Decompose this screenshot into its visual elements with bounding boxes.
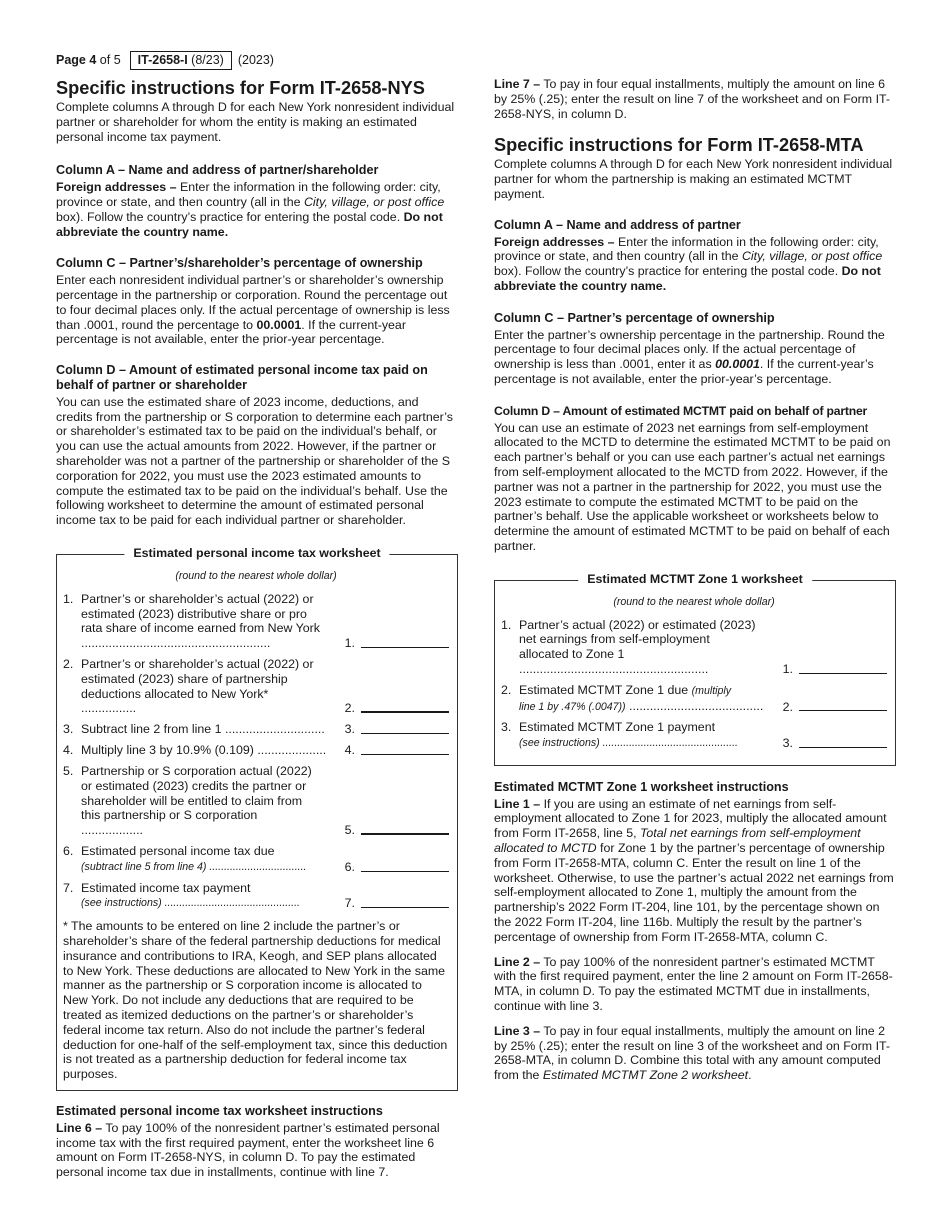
nys-line-5-field[interactable] bbox=[361, 823, 449, 835]
nys-colC-heading: Column C – Partner’s/shareholder’s percentage of ownership bbox=[56, 256, 423, 271]
left-column bbox=[56, 77, 458, 1180]
nys-line-4-field[interactable] bbox=[361, 743, 449, 755]
mta-line-2-field[interactable] bbox=[799, 699, 887, 711]
mta-ws-line-1: 1. Partner’s actual (2022) or estimated (2023) net earnings from self-employment allocated to Zone 1 ....................................................... 1. bbox=[501, 618, 887, 677]
nys-colA-text: Foreign addresses – Enter the information in the following order: city, province or state, and then country (all in the City, village, or post office box). Follow the country’s practice for entering the postal code. Do not abbreviate the country name. bbox=[56, 180, 445, 239]
nys-line-2-field[interactable] bbox=[361, 701, 449, 713]
mta-worksheet bbox=[494, 571, 896, 766]
nys-colC-text: Enter each nonresident individual partner’s or shareholder’s ownership percentage in the partnership or corporation. Round the percentage out to four decimal places only. If the actual percentage of ownership is less than .0001, round the percentage to 00.0001. If the current-year percentage is not available, enter the prior-year percentage. bbox=[56, 273, 450, 347]
mta-colD-heading: Column D – Amount of estimated MCTMT paid on behalf of partner bbox=[494, 403, 868, 418]
mta-worksheet-title: Estimated MCTMT Zone 1 worksheet bbox=[578, 572, 812, 587]
nys-colD-text: You can use the estimated share of 2023 income, deductions, and credits from the partnership or S corporation to determine each partner’s or shareholder’s estimated tax to be paid on the individual’s behalf, or you can use the actual amounts from 2022. However, if the partner or shareholder was not a partner of the partnership or shareholder of the S corporation for 2022, you must use the 2023 estimated amounts to compute the estimated tax to be paid on the individual’s behalf. Use the following worksheet to determine the amount of estimated personal income tax to be paid for each individual partner or shareholder. bbox=[56, 394, 453, 528]
nys-line-1-field[interactable] bbox=[361, 636, 449, 648]
nys-line-6-field[interactable] bbox=[361, 860, 449, 872]
nys-ws-line-2: 2. Partner’s or shareholder’s actual (2022) or estimated (2023) share of partnership deductions allocated to New York* ................ 2. bbox=[63, 657, 449, 716]
mta-intro: Complete columns A through D for each New York nonresident individual partner for whom the partnership is making an estimated MCTMT payment. bbox=[494, 157, 893, 201]
mta-colA-text: Foreign addresses – Enter the information in the following order: city, province or state, and then country (all in the City, village, or post office box). Follow the country’s practice for entering the postal code. Do not abbreviate the country name. bbox=[494, 234, 883, 293]
mta-colD-text: You can use an estimate of 2023 net earnings from self-employment allocated to the MCTD to determine the estimated MCTMT to be paid on each partner’s behalf or you can use each partner’s actual net earnings from self-employment allocated to the MCTD from 2022. However, if the partner was not a partner in the partnership for 2022, you must use the 2023 estimate to compute the estimated MCTMT to be paid on the partner’s behalf. Use the applicable worksheet or worksheets below to determine the amount of estimated MCTMT to be paid on behalf of each partner. bbox=[494, 420, 891, 553]
mta-colC-text: Enter the partner’s ownership percentage in the partnership. Round the percentage to four decimal places only. If the actual percentage of ownership is less than .0001, enter it as 00.0001. If the current-year’s percentage is not available, enter the prior-year’s percentage. bbox=[494, 327, 885, 386]
mta-line3-instruction: Line 3 – To pay in four equal installments, multiply the amount on line 2 by 25% (.25); enter the result on line 3 of the worksheet and on Form IT-2658-MTA, in column D. Combine this total with any amount computed from the Estimated MCTMT Zone 2 worksheet. bbox=[494, 1023, 891, 1083]
nys-ws-line-6: 6. Estimated personal income tax due (subtract line 5 from line 4) ................................. 6. bbox=[63, 844, 449, 875]
nys-line-3-field[interactable] bbox=[361, 722, 449, 734]
mta-worksheet-subtitle: (round to the nearest whole dollar) bbox=[613, 595, 775, 608]
nys-ws-line-3: 3. Subtract line 2 from line 1 ............................. 3. bbox=[63, 722, 449, 737]
mta-line-1-field[interactable] bbox=[799, 662, 887, 674]
nys-ws-line-5: 5. Partnership or S corporation actual (2022) or estimated (2023) credits the partner or shareholder will be entitled to claim from this partnership or S corporation .................. 5. bbox=[63, 764, 449, 838]
nys-worksheet-footnote: * The amounts to be entered on line 2 include the partner’s or shareholder’s share of the federal partnership deductions for medical insurance and contributions to IRA, Keogh, and SEP plans allocated to New York. These deductions are allocated to New York in the same manner as the partnership or S corporation income is allocated to New York. Do not include any deductions that are required to be treated as itemized deductions on the partner’s or shareholder’s federal income tax return. Also do not include the partner’s federal deduction for one-half of the self-employment tax, since this deduction is not treated as a partnership deduction for federal income tax purposes. bbox=[63, 919, 448, 1082]
nys-worksheet-title: Estimated personal income tax worksheet bbox=[124, 546, 389, 561]
nys-ws-line-4: 4. Multiply line 3 by 10.9% (0.109) .................... 4. bbox=[63, 743, 449, 758]
mta-ws-line-2: 2. Estimated MCTMT Zone 1 due (multiply line 1 by .47% (.0047)) ....................................... 2. bbox=[501, 683, 887, 715]
mta-line-3-field[interactable] bbox=[799, 736, 887, 748]
mta-colA-heading: Column A – Name and address of partner bbox=[494, 217, 741, 232]
nys-line6-instruction: Line 6 – To pay 100% of the nonresident partner’s estimated personal income tax with the first required payment, enter the worksheet line 6 amount on Form IT-2658-NYS, in column D. To pay the estimated personal income tax due in installments, continue with line 7. bbox=[56, 1120, 440, 1180]
mta-ws-line-3: 3. Estimated MCTMT Zone 1 payment (see instructions) .............................................. 3. bbox=[501, 720, 887, 751]
mta-line2-instruction: Line 2 – To pay 100% of the nonresident partner’s estimated MCTMT with the first required payment, enter the line 2 amount on Form IT-2658-MTA, in column D. To pay the estimated MCTMT due in installments, continue with line 3. bbox=[494, 954, 893, 1014]
nys-wsi-heading: Estimated personal income tax worksheet instructions bbox=[56, 1104, 383, 1119]
nys-colA-heading: Column A – Name and address of partner/shareholder bbox=[56, 163, 379, 178]
nys-line-7-field[interactable] bbox=[361, 896, 449, 908]
nys-worksheet bbox=[56, 545, 458, 1091]
form-id-box: IT-2658-I (8/23) bbox=[130, 51, 232, 70]
right-column bbox=[494, 77, 896, 1083]
mta-line1-instruction: Line 1 – If you are using an estimate of net earnings from self-employment allocated to Zone 1 for 2023, multiply the allocated amount from Form IT-2658, line 5, Total net earnings from self-employment allocated to MCTD for Zone 1 by the partner’s percentage of ownership from Form IT-2658-MTA, column C. Enter the result on line 1 of the worksheet. Otherwise, to use the partner’s actual 2022 net earnings from self-employment allocated to Zone 1, multiply the amount from the partnership’s 2022 Form IT-204, line 101, by the percentage shown on the 2022 Form IT-204, line 116b. Multiply the result by the partner’s percentage of ownership from Form IT-2658-MTA, column C. bbox=[494, 796, 894, 944]
mta-colC-heading: Column C – Partner’s percentage of ownership bbox=[494, 310, 775, 325]
page-number: Page 4 of 5 bbox=[56, 53, 121, 67]
nys-worksheet-subtitle: (round to the nearest whole dollar) bbox=[175, 569, 337, 582]
nys-colD-heading: Column D – Amount of estimated personal income tax paid on behalf of partner or shareholder bbox=[56, 363, 428, 392]
form-year: (2023) bbox=[237, 53, 274, 67]
nys-title: Specific instructions for Form IT-2658-NYS bbox=[56, 78, 425, 98]
nys-line7-instruction: Line 7 – To pay in four equal installments, multiply the amount on line 6 by 25% (.25); enter the result on line 7 of the worksheet and on Form IT-2658-NYS, in column D. bbox=[494, 77, 891, 121]
page-header bbox=[56, 51, 274, 70]
nys-ws-line-7: 7. Estimated income tax payment (see instructions) .............................................. 7. bbox=[63, 881, 449, 912]
nys-ws-line-1: 1. Partner’s or shareholder’s actual (2022) or estimated (2023) distributive share or pro rata share of income earned from New York ....................................................... 1. bbox=[63, 592, 449, 651]
mta-title: Specific instructions for Form IT-2658-MTA bbox=[494, 135, 864, 156]
nys-intro: Complete columns A through D for each New York nonresident individual partner or shareholder for whom the entity is making an estimated personal income tax payment. bbox=[56, 100, 455, 144]
mta-wsi-heading: Estimated MCTMT Zone 1 worksheet instructions bbox=[494, 779, 789, 794]
